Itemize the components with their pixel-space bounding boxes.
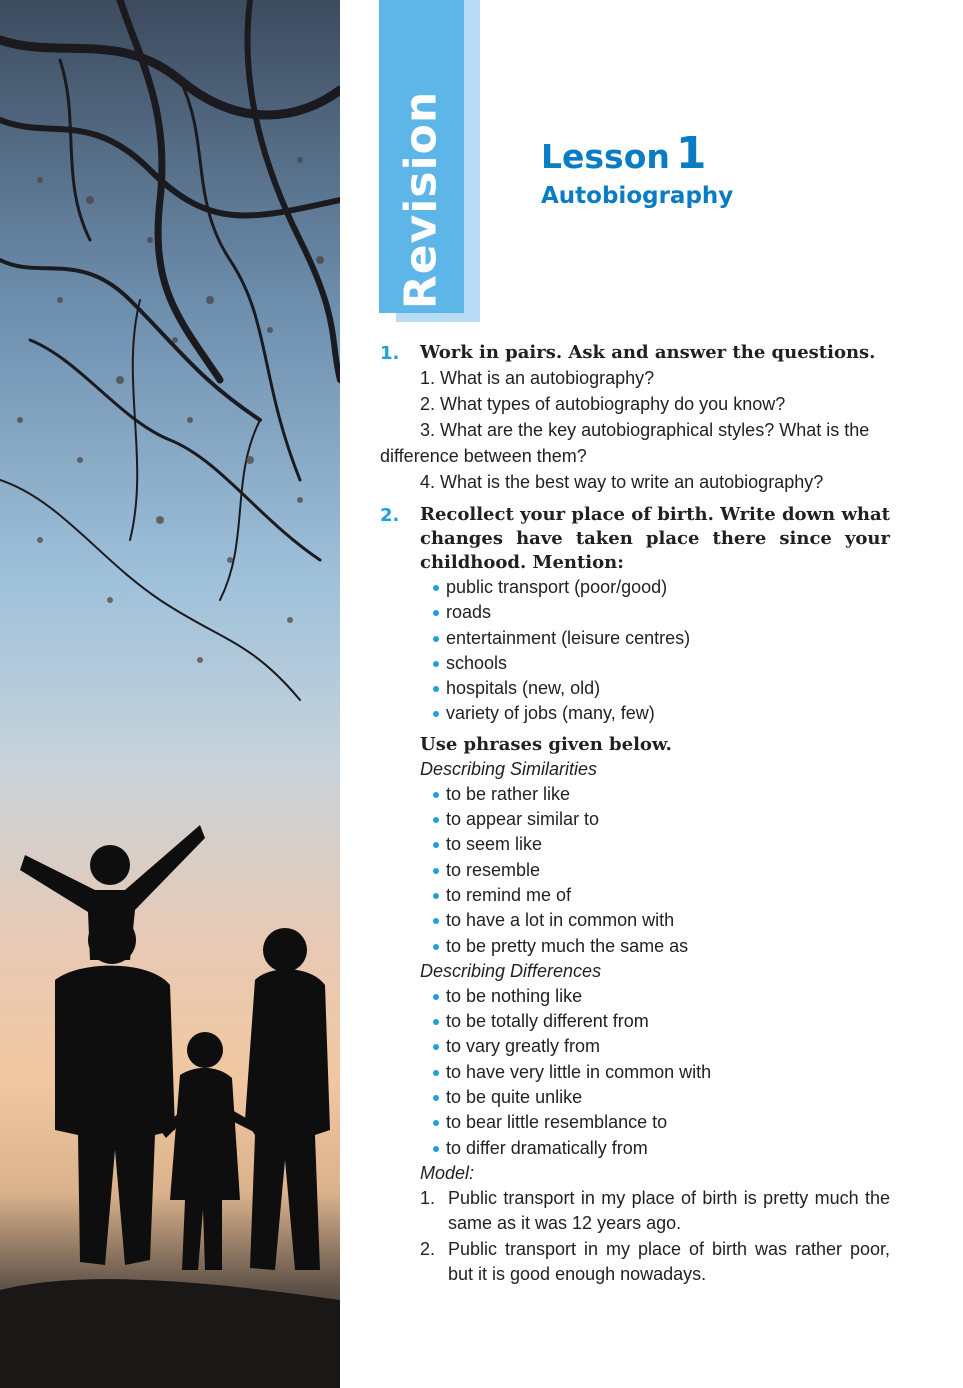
similarities-list	[420, 782, 890, 959]
list-item: to be pretty much the same as	[432, 934, 890, 959]
lesson-number: 1	[675, 128, 707, 179]
list-item: to resemble	[432, 858, 890, 883]
list-item: to appear similar to	[432, 807, 890, 832]
question: 3. What are the key autobiographical styles? What is the difference between them?	[380, 420, 870, 466]
list-item: to have very little in common with	[432, 1060, 890, 1085]
model-item-text: Public transport in my place of birth was rather poor, but it is good enough nowadays.	[448, 1238, 890, 1285]
list-item: to be quite unlike	[432, 1085, 890, 1110]
list-item: to vary greatly from	[432, 1034, 890, 1059]
model-heading: Model:	[420, 1162, 475, 1183]
lesson-word: Lesson	[541, 137, 670, 176]
list-item: hospitals (new, old)	[432, 676, 890, 701]
task-heading: Work in pairs. Ask and answer the questions.	[420, 342, 876, 363]
lesson-content	[380, 340, 890, 1288]
list-item: roads	[432, 600, 890, 625]
model-item-number: 1.	[420, 1187, 436, 1208]
lesson-subtitle: Autobiography	[541, 183, 734, 209]
lesson-title	[541, 128, 706, 179]
task-number: 1.	[380, 343, 400, 364]
list-item: to differ dramatically from	[432, 1136, 890, 1161]
revision-label: Revision	[395, 90, 447, 310]
question: 4. What is the best way to write an autobiography?	[420, 472, 824, 492]
phrases-heading: Use phrases given below.	[420, 733, 672, 755]
model-item	[420, 1237, 890, 1288]
task-number: 2.	[380, 505, 400, 526]
list-item: variety of jobs (many, few)	[432, 701, 890, 726]
list-item: to be totally different from	[432, 1009, 890, 1034]
similarities-heading: Describing Similarities	[420, 758, 598, 779]
list-item: to be nothing like	[432, 984, 890, 1009]
list-item: to be rather like	[432, 782, 890, 807]
list-item: to remind me of	[432, 883, 890, 908]
task-heading: Recollect your place of birth. Write down what changes have taken place there since your childhood. Mention:	[420, 504, 890, 573]
model-item-number: 2.	[420, 1238, 436, 1259]
cover-photo	[0, 0, 340, 1388]
list-item: public transport (poor/good)	[432, 575, 890, 600]
list-item: to have a lot in common with	[432, 908, 890, 933]
list-item: to seem like	[432, 832, 890, 857]
list-item: to bear little resemblance to	[432, 1110, 890, 1135]
model-item-text: Public transport in my place of birth is pretty much the same as it was 12 years ago.	[448, 1187, 890, 1234]
family-silhouette-illustration	[0, 0, 340, 1388]
differences-list	[420, 984, 890, 1161]
question: 1. What is an autobiography?	[420, 368, 655, 388]
mention-list	[420, 575, 890, 727]
task-2	[380, 503, 890, 1288]
model-item	[420, 1186, 890, 1237]
list-item: schools	[432, 651, 890, 676]
model-list	[420, 1186, 890, 1288]
question: 2. What types of autobiography do you know?	[420, 394, 786, 414]
list-item: entertainment (leisure centres)	[432, 626, 890, 651]
differences-heading: Describing Differences	[420, 960, 602, 981]
task-1	[380, 341, 890, 495]
